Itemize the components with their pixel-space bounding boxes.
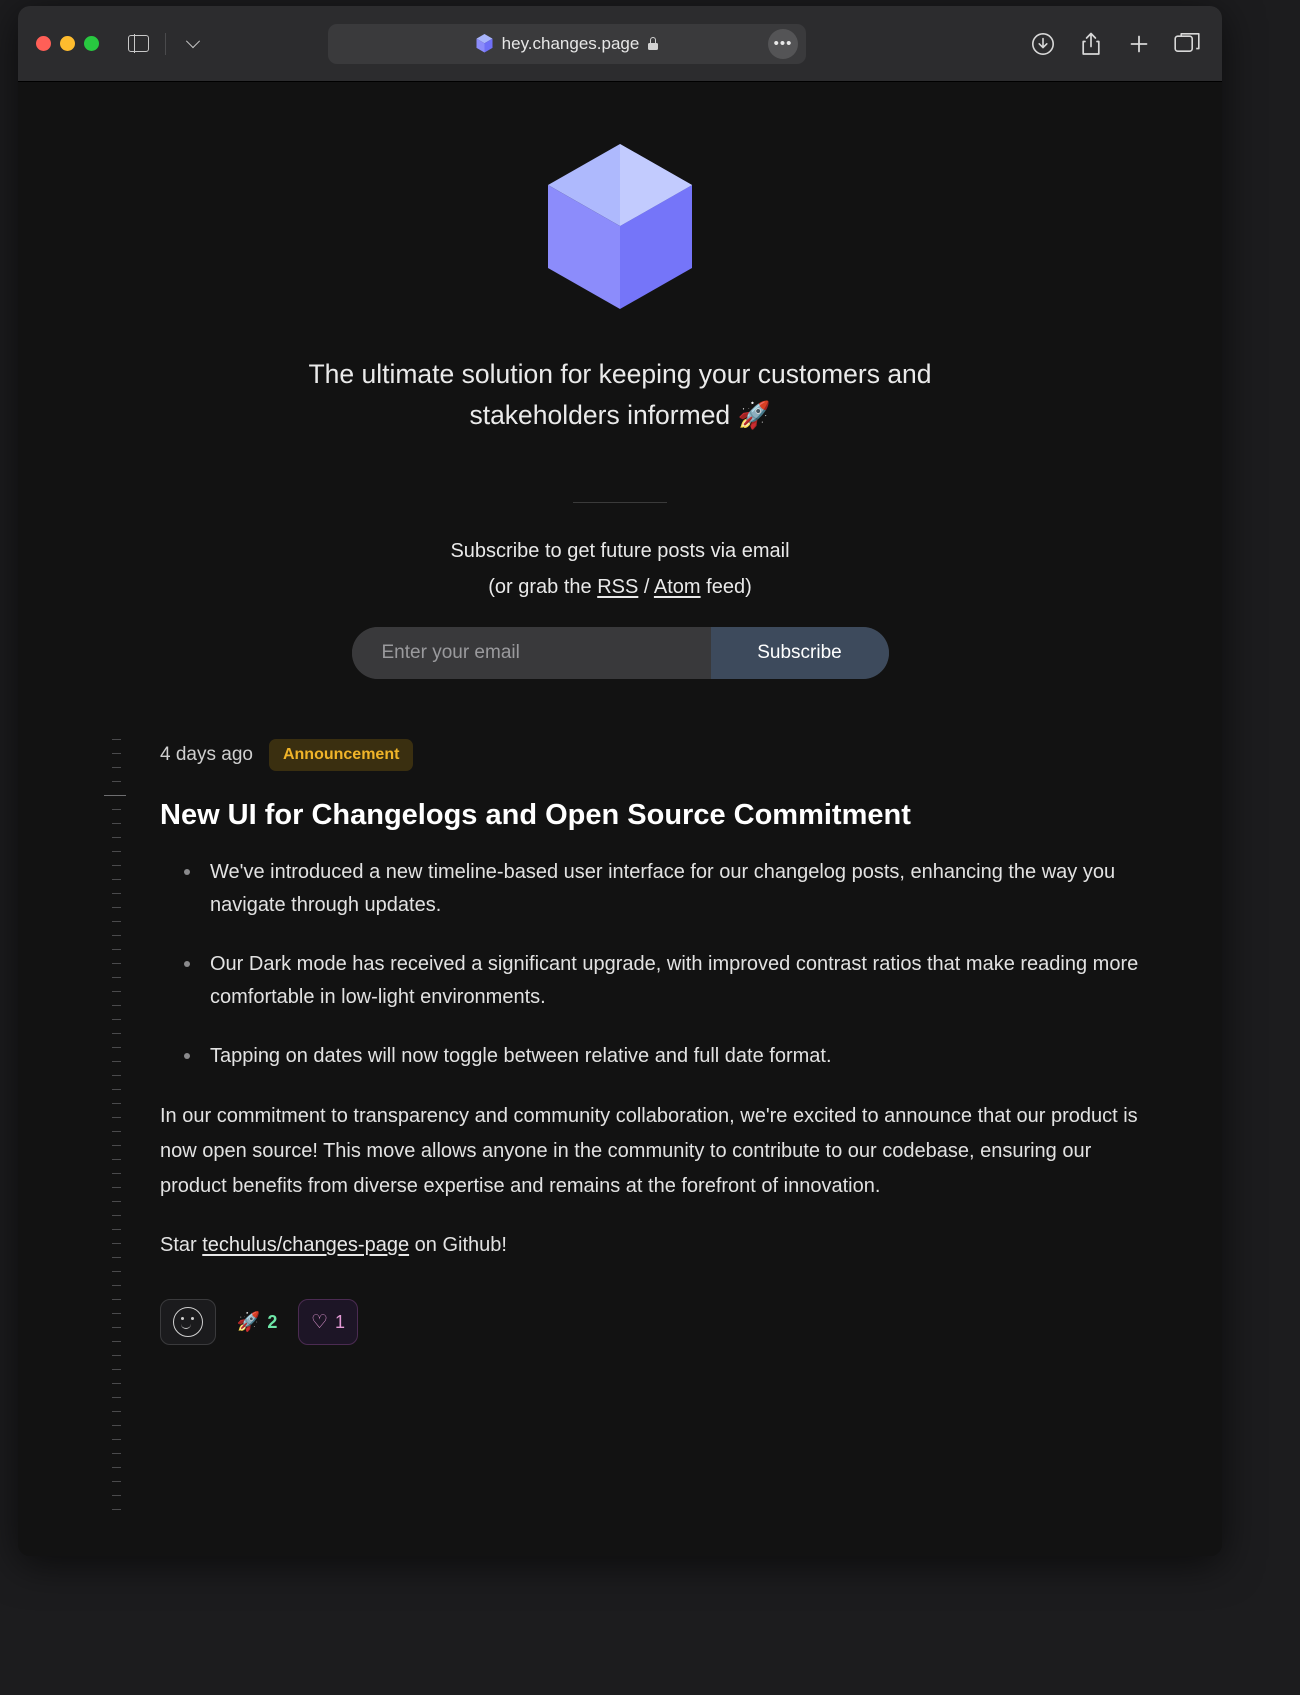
page-tagline: The ultimate solution for keeping your customers and stakeholders informed 🚀 [308, 359, 932, 431]
timeline-tick [112, 1243, 121, 1244]
timeline-tick [112, 1481, 121, 1482]
timeline-tick [112, 1201, 121, 1202]
timeline-tick [112, 921, 121, 922]
changelog-timeline [18, 739, 1222, 1345]
timeline-tick [112, 1285, 121, 1286]
timeline-tick [112, 1383, 121, 1384]
timeline-tick [112, 739, 121, 740]
timeline-tick [112, 837, 121, 838]
post-title: New UI for Changelogs and Open Source Commitment [160, 799, 911, 832]
timeline-tick [112, 1075, 121, 1076]
feed-text-prefix: (or grab the [488, 576, 598, 599]
post-meta [160, 739, 1162, 771]
timeline-tick [112, 893, 121, 894]
timeline-tick [112, 1215, 121, 1216]
timeline-tick [112, 1369, 121, 1370]
timeline-tick [112, 1047, 121, 1048]
timeline-tick [112, 991, 121, 992]
site-cube-icon [476, 34, 493, 53]
timeline-tick [112, 865, 121, 866]
timeline-tick [112, 1033, 121, 1034]
toolbar-divider [165, 33, 166, 55]
timeline-tick [112, 977, 121, 978]
browser-toolbar [18, 6, 1222, 82]
timeline-tick [112, 1005, 121, 1006]
address-bar-url: hey.changes.page [501, 33, 640, 53]
timeline-tick [112, 879, 121, 880]
timeline-tick [112, 907, 121, 908]
page-content [18, 82, 1222, 1556]
email-input[interactable] [352, 627, 711, 679]
subscribe-line-2 [18, 569, 1222, 605]
github-repo-link[interactable]: techulus/changes-page [202, 1234, 410, 1257]
post-paragraph: In our commitment to transparency and community collaboration, we're excited to announce that our product is now open source! This move allows anyone in the community to contribute to our codebase, ensuring our product benefits from diverse expertise and remains at the forefront of innovation. [160, 1105, 1138, 1198]
timeline-tick [112, 1509, 121, 1510]
timeline-tick [112, 1159, 121, 1160]
timeline-tick [104, 795, 126, 796]
atom-link[interactable]: Atom [653, 576, 701, 599]
timeline-tick [112, 949, 121, 950]
timeline-tick [112, 963, 121, 964]
list-item: We've introduced a new timeline-based user interface for our changelog posts, enhancing the way you navigate through updates. [182, 856, 1162, 922]
list-item: Our Dark mode has received a significant upgrade, with improved contrast ratios that make reading more comfortable in low-light environments. [182, 948, 1162, 1014]
rocket-reaction-button[interactable] [234, 1299, 280, 1345]
timeline-tick [112, 1131, 121, 1132]
post-reactions [160, 1299, 1162, 1345]
timeline-tick [112, 935, 121, 936]
subscribe-line-1: Subscribe to get future posts via email [450, 540, 790, 563]
hero-section [18, 82, 1222, 679]
browser-window [18, 6, 1222, 1556]
timeline-tick [112, 1313, 121, 1314]
timeline-tick [112, 1327, 121, 1328]
timeline-tick [112, 1257, 121, 1258]
timeline-tick [112, 1117, 121, 1118]
rocket-icon: 🚀 [236, 1312, 261, 1334]
tab-overview-icon[interactable] [1170, 29, 1204, 59]
page-menu-button[interactable]: ••• [768, 29, 798, 59]
timeline-tick [112, 1229, 121, 1230]
feed-text-suffix: feed) [700, 576, 752, 599]
timeline-tick [112, 767, 121, 768]
timeline-tick [112, 781, 121, 782]
timeline-tick [112, 1173, 121, 1174]
changelog-post [160, 739, 1162, 1345]
cube-logo [546, 142, 694, 312]
add-reaction-icon [173, 1307, 203, 1337]
heart-reaction-count: 1 [335, 1311, 346, 1332]
plus-icon[interactable] [1122, 29, 1156, 59]
timeline-ruler [104, 739, 126, 1385]
star-suffix: on Github! [409, 1234, 507, 1257]
subscribe-button[interactable]: Subscribe [711, 627, 889, 679]
sidebar-icon[interactable] [121, 29, 155, 59]
timeline-tick [112, 1341, 121, 1342]
timeline-tick [112, 753, 121, 754]
list-item: Tapping on dates will now toggle between relative and full date format. [182, 1040, 1162, 1073]
timeline-tick [112, 823, 121, 824]
timeline-tick [112, 1411, 121, 1412]
timeline-tick [112, 1439, 121, 1440]
timeline-tick [112, 809, 121, 810]
minimize-window-button[interactable] [60, 36, 75, 51]
timeline-tick [112, 1467, 121, 1468]
feed-separator: / [638, 576, 654, 599]
rocket-reaction-count: 2 [267, 1311, 278, 1332]
timeline-tick [112, 1187, 121, 1188]
timeline-tick [112, 1453, 121, 1454]
address-bar[interactable] [328, 24, 806, 64]
post-github-line [160, 1228, 1162, 1263]
timeline-tick [112, 1019, 121, 1020]
share-icon[interactable] [1074, 29, 1108, 59]
timeline-tick [112, 1299, 121, 1300]
timeline-tick [112, 1495, 121, 1496]
heart-icon: ♡ [311, 1311, 329, 1333]
rss-link[interactable]: RSS [597, 576, 639, 599]
post-date[interactable]: 4 days ago [160, 744, 253, 766]
address-bar-content [476, 34, 659, 54]
section-divider [573, 502, 667, 503]
timeline-tick [112, 1145, 121, 1146]
timeline-tick [112, 1089, 121, 1090]
star-prefix: Star [160, 1234, 203, 1257]
subscribe-form [352, 627, 889, 679]
close-window-button[interactable] [36, 36, 51, 51]
download-icon[interactable] [1026, 29, 1060, 59]
toolbar-right-group [1026, 29, 1204, 59]
add-reaction-button[interactable] [160, 1299, 216, 1345]
toolbar-left-group [121, 29, 210, 59]
chevron-down-icon[interactable] [176, 29, 210, 59]
status-badge: Announcement [269, 739, 413, 771]
post-bullet-list [160, 856, 1162, 1073]
timeline-tick [112, 1355, 121, 1356]
timeline-tick [112, 851, 121, 852]
heart-reaction-button[interactable] [298, 1299, 358, 1345]
timeline-tick [112, 1425, 121, 1426]
timeline-tick [112, 1061, 121, 1062]
lock-icon [648, 37, 658, 50]
timeline-tick [112, 1271, 121, 1272]
timeline-tick [112, 1397, 121, 1398]
window-controls [36, 36, 99, 51]
timeline-tick [112, 1103, 121, 1104]
maximize-window-button[interactable] [84, 36, 99, 51]
